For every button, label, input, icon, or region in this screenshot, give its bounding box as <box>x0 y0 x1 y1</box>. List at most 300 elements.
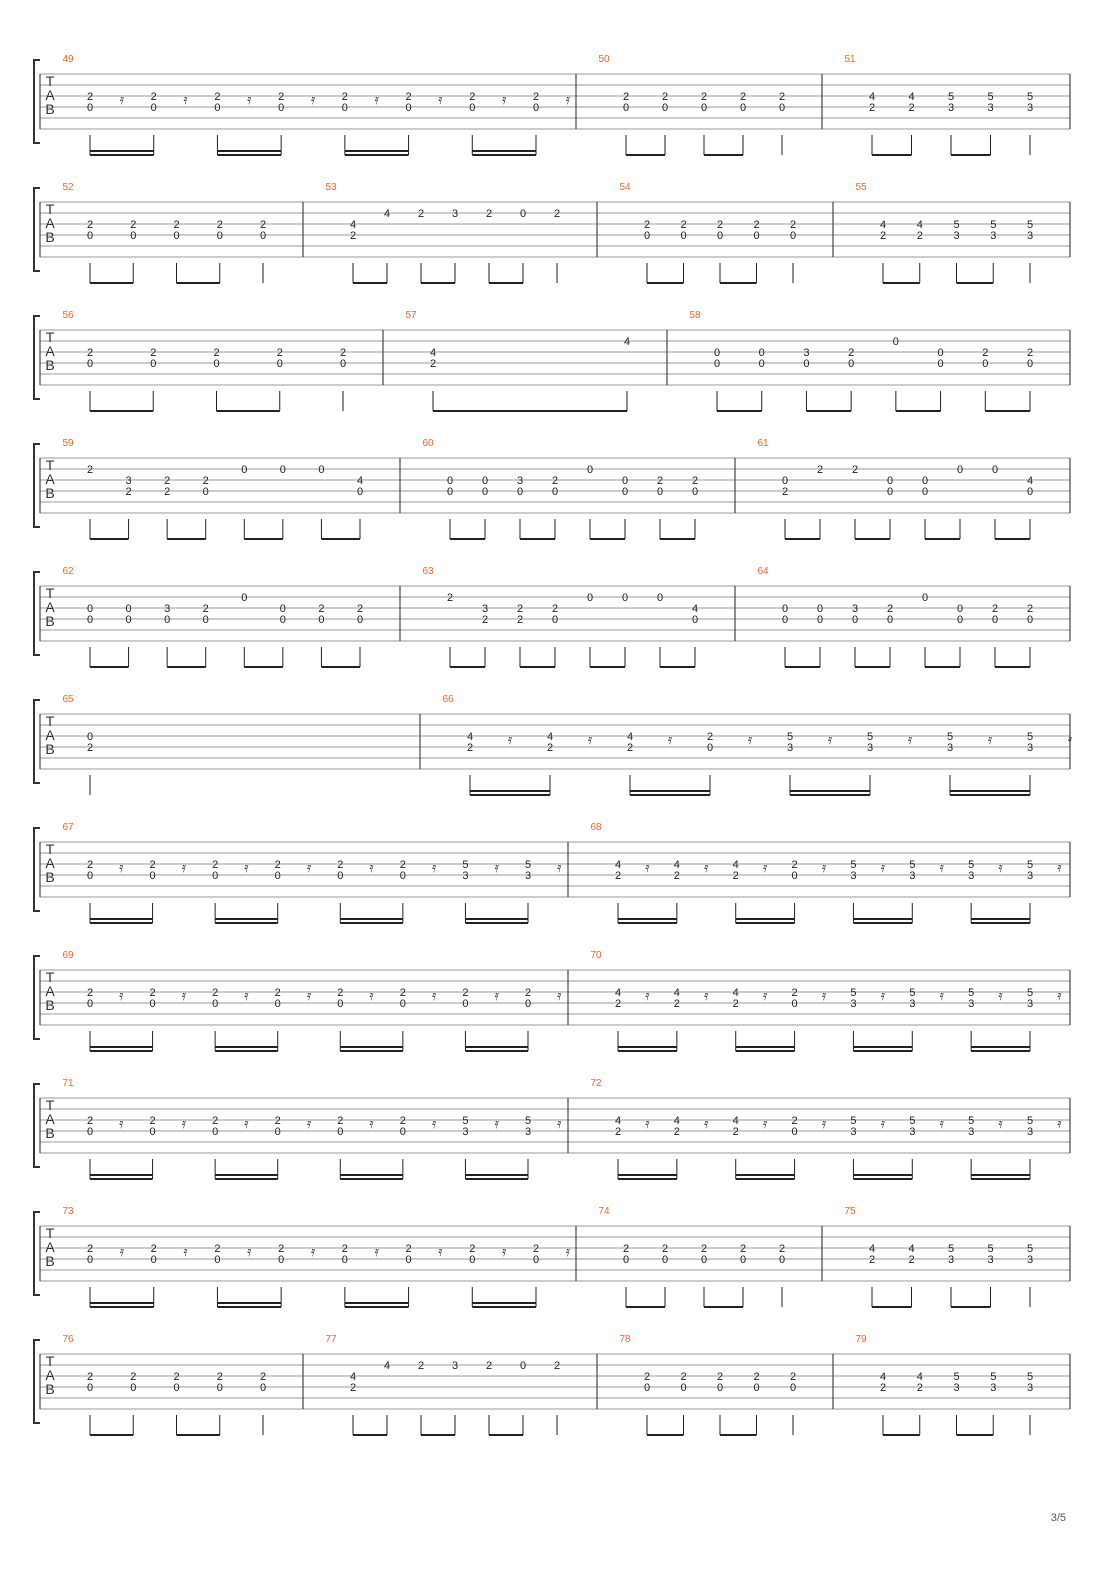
fret-chord <box>130 1371 136 1394</box>
fret-chord <box>627 731 633 754</box>
fret-chord <box>714 347 720 370</box>
fret-chord <box>717 1371 723 1394</box>
sixteenth-rest: 𝄿 <box>369 1115 374 1131</box>
fret-chord <box>792 859 798 882</box>
system-bracket <box>34 956 40 1039</box>
sixteenth-rest: 𝄿 <box>762 1115 768 1131</box>
fret-number: 3 <box>1026 102 1034 114</box>
fret-number: 0 <box>921 486 929 498</box>
fret-number: 3 <box>909 870 916 882</box>
fret-number: 5 <box>850 1115 857 1127</box>
fret-number: 4 <box>916 219 923 231</box>
measure <box>619 1334 796 1435</box>
measure-number: 69 <box>62 950 74 961</box>
fret-chord <box>462 1115 468 1138</box>
fret-number: 0 <box>213 358 220 370</box>
fret-chord <box>552 603 558 626</box>
fret-number: 2 <box>781 486 789 498</box>
sixteenth-rest: 𝄿 <box>494 859 499 875</box>
measure-number: 71 <box>62 1078 74 1089</box>
fret-number: 0 <box>212 1126 219 1138</box>
fret-number: 0 <box>532 1254 540 1266</box>
fret-chord <box>525 859 531 882</box>
fret-number: 0 <box>713 358 721 370</box>
fret-chord <box>486 1360 492 1372</box>
fret-chord <box>164 603 170 626</box>
fret-number: 3 <box>516 475 524 487</box>
fret-number: 2 <box>429 358 437 370</box>
fret-number: 2 <box>150 347 157 359</box>
fret-chord <box>817 464 823 476</box>
fret-number: 4 <box>879 1371 887 1383</box>
fret-number: 3 <box>850 870 857 882</box>
clef-letter: A <box>45 983 55 999</box>
fret-number: 0 <box>921 592 929 604</box>
fret-number: 2 <box>673 1126 680 1138</box>
fret-number: 3 <box>850 998 857 1010</box>
fret-number: 2 <box>551 603 559 615</box>
fret-number: 0 <box>279 614 286 626</box>
sixteenth-rest: 𝄿 <box>183 91 188 107</box>
fret-chord <box>150 347 156 370</box>
fret-number: 3 <box>524 870 532 882</box>
sixteenth-rest: 𝄿 <box>431 987 437 1003</box>
fret-number: 5 <box>909 987 916 999</box>
fret-number: 0 <box>700 1254 708 1266</box>
fret-chord <box>384 208 390 220</box>
fret-number: 0 <box>279 603 286 615</box>
measure-number: 52 <box>62 182 74 193</box>
fret-chord <box>1027 731 1033 754</box>
fret-number: 0 <box>816 614 824 626</box>
fret-number: 2 <box>716 1371 724 1383</box>
clef-letter: A <box>45 1367 55 1383</box>
measure <box>325 182 560 283</box>
fret-number: 2 <box>614 998 622 1010</box>
fret-chord <box>1027 219 1033 242</box>
fret-chord <box>947 731 953 754</box>
measure <box>405 310 630 411</box>
fret-number: 0 <box>150 102 157 114</box>
fret-chord <box>953 1371 959 1394</box>
fret-number: 0 <box>848 358 855 370</box>
measure <box>325 1334 560 1435</box>
fret-number: 0 <box>886 614 894 626</box>
fret-chord <box>707 731 713 754</box>
fret-number: 5 <box>1026 859 1034 871</box>
sixteenth-rest: 𝄿 <box>310 1243 316 1259</box>
fret-chord <box>462 987 468 1010</box>
measure <box>422 438 698 539</box>
fret-number: 2 <box>739 91 747 103</box>
fret-number: 4 <box>614 859 622 871</box>
fret-number: 2 <box>982 347 989 359</box>
fret-number: 2 <box>278 91 285 103</box>
fret-chord <box>340 347 346 370</box>
fret-chord <box>893 336 899 348</box>
fret-number: 0 <box>173 230 180 242</box>
fret-number: 2 <box>789 1371 797 1383</box>
fret-chord <box>275 859 281 882</box>
fret-chord <box>214 1243 220 1266</box>
fret-chord <box>87 987 93 1010</box>
sixteenth-rest: 𝄿 <box>244 859 249 875</box>
fret-number: 3 <box>947 1254 955 1266</box>
fret-number: 0 <box>399 1126 406 1138</box>
measure <box>757 438 1033 539</box>
sixteenth-rest: 𝄿 <box>247 1243 252 1259</box>
fret-chord <box>848 347 854 370</box>
fret-number: 0 <box>337 870 344 882</box>
fret-number: 0 <box>991 464 999 476</box>
fret-number: 0 <box>956 614 964 626</box>
clef-letter: B <box>45 229 55 245</box>
tab-system <box>34 694 1073 795</box>
fret-number: 3 <box>1026 870 1034 882</box>
fret-number: 2 <box>86 464 94 476</box>
fret-chord <box>869 1243 875 1266</box>
fret-chord <box>624 336 630 348</box>
fret-number: 0 <box>937 358 944 370</box>
fret-number: 2 <box>656 475 664 487</box>
fret-number: 4 <box>614 1115 622 1127</box>
fret-chord <box>87 464 93 476</box>
fret-number: 5 <box>990 1371 997 1383</box>
fret-number: 3 <box>1026 998 1034 1010</box>
fret-chord <box>212 1115 218 1138</box>
sixteenth-rest: 𝄿 <box>939 1115 944 1131</box>
fret-number: 2 <box>130 1371 137 1383</box>
fret-number: 0 <box>86 1382 94 1394</box>
fret-number: 0 <box>661 1254 669 1266</box>
fret-chord <box>467 731 473 754</box>
sixteenth-rest: 𝄿 <box>827 731 833 747</box>
fret-chord <box>790 1371 796 1394</box>
fret-number: 0 <box>781 603 789 615</box>
fret-chord <box>173 219 179 242</box>
sixteenth-rest: 𝄿 <box>247 91 252 107</box>
tab-system <box>34 822 1070 923</box>
fret-chord <box>318 603 324 626</box>
measure-number: 58 <box>689 310 701 321</box>
fret-chord <box>452 208 458 220</box>
fret-chord <box>867 731 873 754</box>
fret-number: 0 <box>86 230 94 242</box>
fret-number: 3 <box>803 347 810 359</box>
fret-chord <box>644 219 650 242</box>
fret-chord <box>968 859 974 882</box>
fret-number: 0 <box>1026 486 1034 498</box>
sixteenth-rest: 𝄿 <box>438 1243 443 1259</box>
fret-number: 0 <box>643 1382 651 1394</box>
sixteenth-rest: 𝄿 <box>374 91 379 107</box>
measure <box>62 438 363 539</box>
tab-system <box>34 438 1070 539</box>
sixteenth-rest: 𝄿 <box>704 987 709 1003</box>
fret-chord <box>482 475 488 498</box>
sixteenth-rest: 𝄿 <box>438 91 443 107</box>
measure <box>598 1206 785 1307</box>
sixteenth-rest: 𝄿 <box>369 859 374 875</box>
fret-number: 0 <box>716 1382 724 1394</box>
fret-number: 2 <box>868 102 876 114</box>
measure <box>62 1078 562 1179</box>
fret-number: 5 <box>947 91 955 103</box>
fret-chord <box>701 91 707 114</box>
fret-number: 0 <box>886 475 894 487</box>
fret-number: 2 <box>469 91 476 103</box>
fret-number: 2 <box>791 1115 798 1127</box>
clef-letter: T <box>45 841 55 857</box>
sixteenth-rest: 𝄿 <box>119 91 125 107</box>
fret-number: 2 <box>908 102 915 114</box>
fret-number: 0 <box>214 102 221 114</box>
fret-number: 2 <box>86 742 94 754</box>
clef-letter: A <box>45 471 55 487</box>
fret-number: 2 <box>86 1371 94 1383</box>
measure <box>62 1334 266 1435</box>
measure <box>689 310 1033 411</box>
sixteenth-rest: 𝄿 <box>374 1243 379 1259</box>
fret-number: 2 <box>349 1382 357 1394</box>
fret-number: 4 <box>868 91 876 103</box>
fret-number: 2 <box>214 1243 221 1255</box>
fret-number: 2 <box>164 475 171 487</box>
fret-number: 3 <box>953 1382 960 1394</box>
measure-number: 63 <box>422 566 434 577</box>
measure <box>598 54 785 155</box>
fret-number: 2 <box>149 1115 156 1127</box>
fret-chord <box>803 347 809 370</box>
fret-number: 5 <box>462 859 469 871</box>
fret-number: 3 <box>990 230 997 242</box>
fret-number: 0 <box>446 486 454 498</box>
measure-number: 56 <box>62 310 74 321</box>
sixteenth-rest: 𝄿 <box>501 91 507 107</box>
system-bracket <box>34 60 40 143</box>
measure-number: 49 <box>62 54 74 65</box>
fret-number: 0 <box>753 230 760 242</box>
fret-chord <box>525 987 531 1010</box>
fret-number: 3 <box>1026 1126 1034 1138</box>
fret-number: 0 <box>241 464 248 476</box>
sixteenth-rest: 𝄿 <box>119 1243 125 1259</box>
fret-chord <box>241 464 247 476</box>
fret-chord <box>462 859 468 882</box>
fret-chord <box>680 1371 686 1394</box>
sixteenth-rest: 𝄿 <box>998 987 1003 1003</box>
fret-number: 0 <box>86 998 94 1010</box>
fret-chord <box>692 475 698 498</box>
fret-chord <box>615 987 621 1010</box>
fret-chord <box>525 1115 531 1138</box>
fret-chord <box>87 1243 93 1266</box>
fret-number: 2 <box>516 614 524 626</box>
fret-number: 0 <box>643 230 651 242</box>
fret-number: 0 <box>789 230 797 242</box>
fret-number: 0 <box>150 1254 157 1266</box>
fret-number: 0 <box>446 475 454 487</box>
fret-number: 2 <box>622 1243 630 1255</box>
measure <box>62 694 93 795</box>
fret-number: 0 <box>318 614 325 626</box>
fret-number: 4 <box>429 347 437 359</box>
fret-chord <box>482 603 488 626</box>
fret-chord <box>909 987 915 1010</box>
fret-number: 0 <box>469 1254 476 1266</box>
fret-chord <box>587 592 593 604</box>
fret-number: 2 <box>868 1254 876 1266</box>
sixteenth-rest: 𝄿 <box>667 731 673 747</box>
fret-number: 0 <box>713 347 721 359</box>
fret-chord <box>260 1371 266 1394</box>
measure-number: 60 <box>422 438 434 449</box>
fret-chord <box>1027 603 1033 626</box>
clef-letter: T <box>45 969 55 985</box>
fret-chord <box>1027 859 1033 882</box>
fret-number: 0 <box>149 998 156 1010</box>
sixteenth-rest: 𝄿 <box>821 1115 827 1131</box>
fret-chord <box>852 464 858 476</box>
fret-number: 2 <box>86 347 94 359</box>
measure <box>62 182 266 283</box>
sixteenth-rest: 𝄿 <box>762 859 768 875</box>
fret-number: 2 <box>879 1382 887 1394</box>
sixteenth-rest: 𝄿 <box>494 1115 499 1131</box>
fret-number: 2 <box>341 91 348 103</box>
fret-number: 0 <box>86 1126 94 1138</box>
fret-chord <box>680 219 686 242</box>
fret-chord <box>278 91 284 114</box>
fret-number: 2 <box>405 91 412 103</box>
sixteenth-rest: 𝄿 <box>1057 987 1062 1003</box>
measure <box>62 310 346 411</box>
fret-number: 5 <box>1026 1115 1034 1127</box>
fret-number: 0 <box>680 230 687 242</box>
fret-number: 5 <box>1026 731 1034 743</box>
fret-number: 2 <box>778 91 786 103</box>
fret-number: 2 <box>485 208 493 220</box>
fret-number: 0 <box>753 1382 760 1394</box>
fret-number: 5 <box>968 1115 975 1127</box>
clef-letter: B <box>45 613 55 629</box>
sixteenth-rest: 𝄿 <box>310 91 316 107</box>
measure <box>757 566 1033 667</box>
fret-chord <box>150 859 156 882</box>
fret-number: 2 <box>643 1371 651 1383</box>
fret-number: 0 <box>524 998 532 1010</box>
fret-number: 0 <box>86 102 94 114</box>
fret-number: 2 <box>791 859 798 871</box>
fret-number: 2 <box>626 742 634 754</box>
measure-number: 55 <box>855 182 867 193</box>
fret-number: 0 <box>516 486 524 498</box>
fret-number: 0 <box>621 475 629 487</box>
measure-number: 68 <box>590 822 602 833</box>
fret-number: 2 <box>700 1243 708 1255</box>
fret-number: 4 <box>546 731 554 743</box>
fret-chord <box>517 603 523 626</box>
fret-chord <box>992 603 998 626</box>
fret-number: 3 <box>987 102 994 114</box>
measure <box>442 694 1072 795</box>
fret-number: 2 <box>86 859 94 871</box>
fret-number: 0 <box>781 475 789 487</box>
clef-letter: T <box>45 329 55 345</box>
fret-chord <box>552 475 558 498</box>
fret-number: 2 <box>173 219 180 231</box>
sixteenth-rest: 𝄿 <box>557 859 562 875</box>
fret-number: 2 <box>886 603 894 615</box>
clef-letter: B <box>45 869 55 885</box>
fret-number: 2 <box>173 1371 180 1383</box>
fret-chord <box>173 1371 179 1394</box>
fret-number: 5 <box>1026 1371 1034 1383</box>
fret-chord <box>418 208 424 220</box>
fret-number: 2 <box>791 987 798 999</box>
clef-letter: T <box>45 585 55 601</box>
fret-number: 2 <box>673 998 680 1010</box>
fret-chord <box>692 603 698 626</box>
fret-number: 4 <box>868 1243 876 1255</box>
sixteenth-rest: 𝄿 <box>998 859 1003 875</box>
clef-letter: T <box>45 1353 55 1369</box>
fret-chord <box>957 464 963 476</box>
fret-number: 2 <box>908 1254 915 1266</box>
fret-chord <box>753 1371 759 1394</box>
fret-chord <box>782 603 788 626</box>
fret-chord <box>554 208 560 220</box>
fret-chord <box>869 91 875 114</box>
fret-number: 4 <box>879 219 887 231</box>
fret-chord <box>87 859 93 882</box>
fret-number: 0 <box>1026 358 1034 370</box>
fret-number: 2 <box>553 1360 561 1372</box>
fret-chord <box>615 859 621 882</box>
fret-number: 0 <box>621 592 629 604</box>
sixteenth-rest: 𝄿 <box>507 731 513 747</box>
fret-number: 5 <box>968 859 975 871</box>
fret-number: 4 <box>732 859 739 871</box>
fret-number: 2 <box>417 208 425 220</box>
fret-number: 4 <box>349 1371 357 1383</box>
fret-chord <box>1027 475 1033 498</box>
fret-chord <box>909 859 915 882</box>
fret-number: 0 <box>551 486 559 498</box>
measure <box>590 950 1062 1051</box>
fret-number: 3 <box>1026 1382 1034 1394</box>
fret-number: 0 <box>278 1254 285 1266</box>
fret-number: 3 <box>451 208 459 220</box>
fret-chord <box>657 475 663 498</box>
fret-number: 5 <box>987 1243 994 1255</box>
fret-number: 2 <box>212 987 219 999</box>
fret-number: 2 <box>259 1371 267 1383</box>
fret-chord <box>790 219 796 242</box>
fret-chord <box>150 987 156 1010</box>
fret-number: 2 <box>614 1126 622 1138</box>
clef-letter: B <box>45 485 55 501</box>
fret-number: 0 <box>86 603 94 615</box>
fret-chord <box>968 1115 974 1138</box>
fret-chord <box>990 1371 996 1394</box>
measure-number: 66 <box>442 694 454 705</box>
fret-chord <box>817 603 823 626</box>
measure <box>855 182 1033 283</box>
fret-chord <box>151 91 157 114</box>
measure-number: 73 <box>62 1206 74 1217</box>
fret-number: 4 <box>908 91 915 103</box>
